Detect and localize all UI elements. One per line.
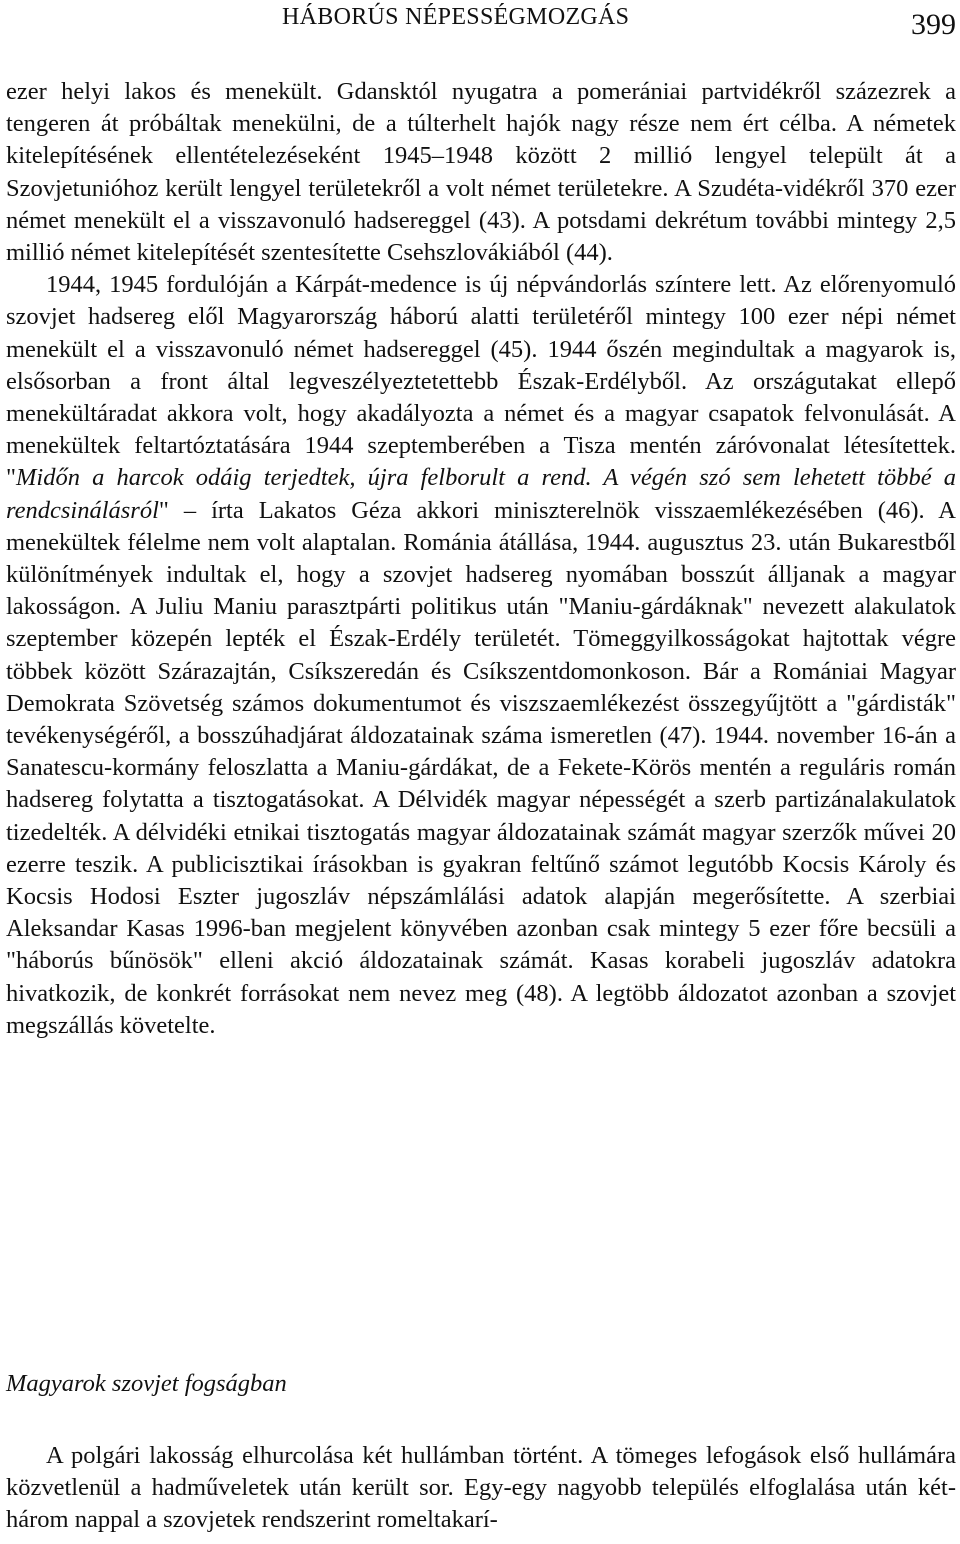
paragraph-2-text-end: " – írta Lakatos Géza akkori miniszterelnök visszaemlékezésében (46). A menekültek félelme nem volt alaptalan. Románia átállása, 1944. augusztus 23. után Bukarestből különítmények indultak el, hogy a szovjet hadsereg nyomában bosszút álljanak a magyar lakosságon. A Juliu Maniu parasztpárti politikus után "Maniu-gárdáknak" nevezett alakulatok szeptember közepén lepték el Észak-Erdély területét. Tömeggyilkosságokat hajtottak végre többek között Szárazajtán, Csíkszeredán és Csíkszentdomonkoson. Bár a Romániai Magyar Demokrata Szövetség számos dokumentumot és viszszaemlékezést összegyűjtött a "gárdisták" tevékenységéről, a bosszúhadjárat áldozatainak száma ismeretlen (47). 1944. november 16-án a Sanatescu-kormány feloszlatta a Maniu-gárdákat, de a Fekete-Körös mentén a reguláris román hadsereg folytatta a tisztogatásokat. A Délvidék magyar népességét a szerb partizánalakulatok tizedelték. A délvidéki etnikai tisztogatás magyar áldozatainak számát magyar szerzők művei 20 ezerre teszik. A publicisztikai írásokban is gyakran feltűnő számot legutóbb Kocsis Károly és Kocsis Hodosi Eszter jugoszláv népszámlálási adatok alapján megerősítette. A szerbiai Aleksandar Kasas 1996-ban megjelent könyvében azonban csak mintegy 5 ezer főre becsüli a "háborús bűnösök" elleni akció áldozatainak számát. Kasas korabeli jugoszláv adatokra hivatkozik, de konkrét forrásokat nem nevez meg (48). A legtöbb áldozatot azonban a szovjet megszállás követelte. xyxy=(6,496,956,1039)
page-number: 399 xyxy=(911,8,956,41)
paragraph-2 xyxy=(6,269,956,1042)
lakatos-quote: Midőn a harcok odáig terjedtek, újra felborult a rend. A végén szó sem lehetett többé a rendcsinálásról xyxy=(6,464,956,524)
running-title: HÁBORÚS NÉPESSÉGMOZGÁS xyxy=(282,4,630,30)
paragraph-2-text-start: 1944, 1945 fordulóján a Kárpát-medence is új népvándorlás színtere lett. Az előrenyomuló szovjet hadsereg elől Magyarország háború alatti területéről mintegy 100 ezer népi német menekült el a visszavonuló német hadsereggel (45). 1944 őszén megindultak a magyarok is, elsősorban a front által legveszélyeztetettebb Észak-Erdélyből. Az országutakat ellepő menekültáradat akkora volt, hogy akadályozta a német és a magyar csapatok felvonulását. A menekültek feltartóztatására 1944 szeptemberében a Tisza mentén záróvonalat létesítettek. " xyxy=(6,271,956,492)
running-head xyxy=(0,4,960,44)
section-paragraph-1: A polgári lakosság elhurcolása két hullámban történt. A tömeges lefogások első hullámára közvetlenül a hadműveletek után került sor. Egy-egy nagyobb település elfoglalása után két-három nappal a szovjetek rendszerint romeltakarí- xyxy=(6,1442,956,1534)
body-text xyxy=(6,76,956,1042)
section-body xyxy=(6,1440,956,1537)
section-heading: Magyarok szovjet fogságban xyxy=(6,1370,287,1397)
paragraph-1: ezer helyi lakos és menekült. Gdansktól nyugatra a pomerániai partvidékről százezrek a tengeren át próbáltak menekülni, de a túlterhelt hajók nagy része nem ért célba. A németek kitelepítésének ellentételezéseként 1945–1948 között 2 millió lengyel települt át a Szovjetunióhoz került lengyel területekről a volt német területekre. A Szudéta-vidékről 370 ezer német menekült el a visszavonuló hadsereggel (43). A potsdami dekrétum további mintegy 2,5 millió német kitelepítését szentesítette Csehszlovákiából (44). xyxy=(6,78,956,267)
